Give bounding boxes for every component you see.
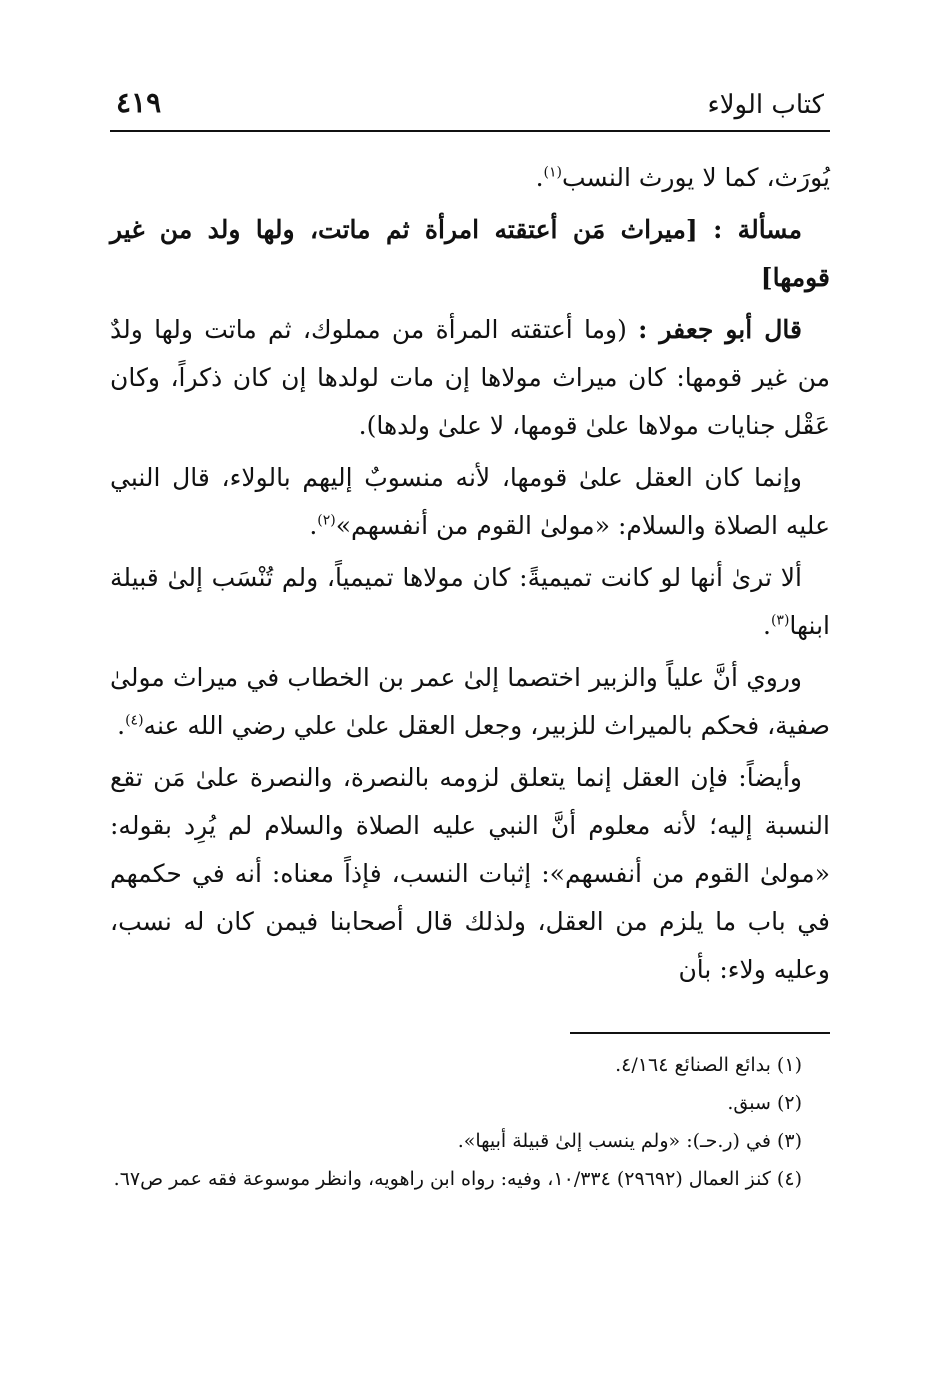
footnote-ref: (٣): [770, 612, 790, 629]
chapter-title: كتاب الولاء: [707, 90, 824, 120]
paragraph: وأيضاً: فإن العقل إنما يتعلق لزومه بالنصرة، والنصرة علىٰ مَن تقع النسبة إليه؛ لأنه معلوم أنَّ النبي عليه الصلاة والسلام لم يُرِد بقوله: «مولىٰ القوم من أنفسهم»: إثبات النسب، فإذاً معناه: أنه في حكمهم في باب ما يلزم من العقل، ولذلك قال أصحابنا فيمن كان له نسب، وعليه ولاء: بأن: [110, 763, 830, 984]
footnote: (٣) في (ر.حـ): «ولم ينسب إلىٰ قبيلة أبيها».: [457, 1130, 802, 1152]
footnote-ref: (٤): [125, 712, 144, 729]
footnote: (٤) كنز العمال (٢٩٦٩٢) ١٠/٣٣٤، وفيه: رواه ابن راهويه، وانظر موسوعة فقه عمر ص٦٧.: [113, 1168, 802, 1190]
running-header: [110, 80, 830, 132]
footnote: (١) بدائع الصنائع ٤/١٦٤.: [615, 1054, 802, 1076]
main-text: [110, 154, 830, 994]
paragraph: وإنما كان العقل علىٰ قومها، لأنه منسوبٌ إليهم بالولاء، قال النبي عليه الصلاة والسلام: «مولىٰ القوم من أنفسهم»$^{(٢)}$.: [110, 463, 830, 540]
footnotes: [110, 1046, 830, 1198]
issue-title: [ميراث مَن أعتقته امرأة ثم ماتت، ولها ولد من غير قومها]: [110, 215, 830, 292]
paragraph: قال أبو جعفر : (وما أعتقته المرأة من مملوك، ثم ماتت ولها ولدٌ من غير قومها: كان ميراث مولاها إن مات لولدها إن كان ذكراً، وكان عَقْل جنايات مولاها علىٰ قومها، لا علىٰ ولدها).: [110, 315, 830, 440]
footnote-ref: (٢): [317, 512, 336, 529]
paragraph: ألا ترىٰ أنها لو كانت تميميةً: كان مولاها تميمياً، ولم تُنْسَب إلىٰ قبيلة ابنها$^{(٣)}$.: [110, 563, 830, 640]
paragraph: يُورَث، كما لا يورث النسب$^{(١)}$.: [535, 163, 830, 192]
paragraph: وروي أنَّ علياً والزبير اختصما إلىٰ عمر بن الخطاب في ميراث مولىٰ صفية، فحكم بالميراث للزبير، وجعل العقل علىٰ علي رضي الله عنه$^{(٤)}$.: [110, 663, 830, 740]
page-number: ٤١٩: [116, 86, 162, 119]
issue-heading: [110, 206, 830, 302]
footnote-divider: [570, 1032, 830, 1034]
footnote-ref: (١): [543, 164, 562, 181]
footnote: (٢) سبق.: [727, 1092, 802, 1114]
issue-label: مسألة :: [713, 215, 802, 244]
page: [110, 80, 830, 1198]
speaker-label: قال أبو جعفر :: [638, 315, 802, 344]
